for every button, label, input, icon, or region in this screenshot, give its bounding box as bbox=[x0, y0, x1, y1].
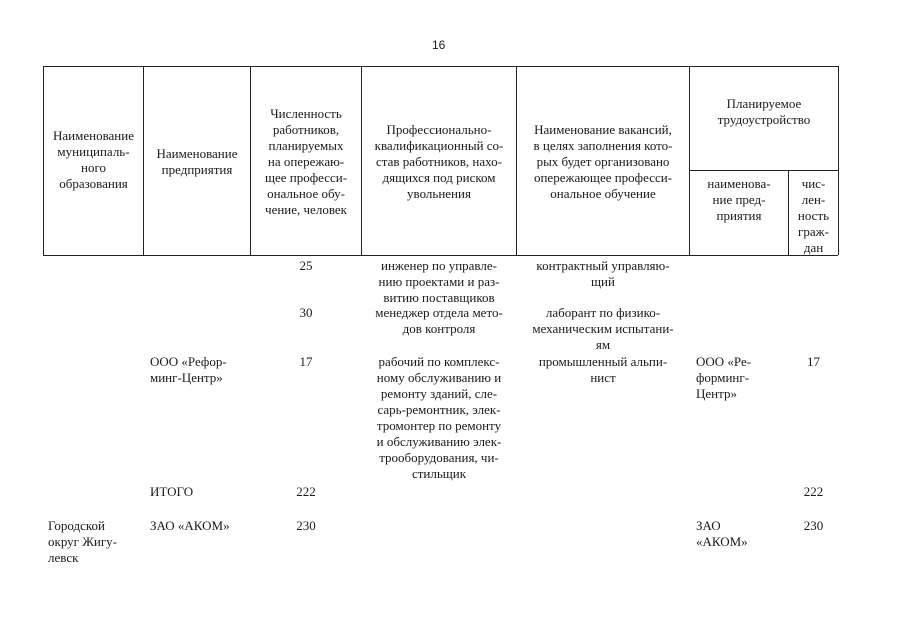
header-enterprise: Наименование предприятия bbox=[156, 146, 238, 177]
total-count: 222 bbox=[296, 484, 316, 499]
row3-count: 17 bbox=[299, 354, 313, 369]
row1-vacancy: контрактный управляю- щий bbox=[536, 258, 670, 289]
total-label: ИТОГО bbox=[150, 484, 194, 499]
row4-count: 230 bbox=[296, 518, 316, 533]
row3-qualification: рабочий по комплекс- ному обслуживанию и ремонту зданий, сле- сарь-ремонтник, элек- тромонтер по ремонту и обслуживанию элек- трооборудования, чи- стильщик bbox=[376, 354, 502, 481]
row1-qualification: инженер по управле- нию проектами и раз- витию поставщиков bbox=[378, 258, 500, 305]
column-divider bbox=[838, 66, 839, 255]
row3-employment-count: 17 bbox=[807, 354, 820, 369]
column-divider bbox=[689, 66, 690, 255]
header-planned-count: Численность работников, планируемых на опережаю- щее професси- ональное обу- чение, человек bbox=[264, 106, 348, 217]
header-vacancies: Наименование вакансий, в целях заполнения кото- рых будет организовано опережающее професси- ональное обучение bbox=[533, 122, 673, 201]
row4-municipality: Городской округ Жигу- левск bbox=[48, 518, 117, 565]
row2-qualification: менеджер отдела мето- дов контроля bbox=[375, 305, 503, 336]
header-bottom-border bbox=[43, 255, 838, 256]
row3-vacancy: промышленный альпи- нист bbox=[538, 354, 668, 385]
header-municipality: Наименование муниципаль- ного образования bbox=[53, 128, 134, 191]
page-number: 16 bbox=[432, 38, 446, 52]
header-top-border bbox=[43, 66, 838, 67]
row1-count: 25 bbox=[299, 258, 313, 273]
row4-enterprise: ЗАО «АКОМ» bbox=[150, 518, 230, 533]
row3-enterprise: ООО «Рефор- минг-Центр» bbox=[150, 354, 227, 385]
header-employment: Планируемое трудоустройство bbox=[717, 96, 811, 127]
total-employment-count: 222 bbox=[803, 484, 824, 499]
row3-employment-enterprise: ООО «Ре- форминг- Центр» bbox=[696, 354, 752, 401]
employment-subheader-divider bbox=[689, 170, 838, 171]
header-employment-enterprise: наименова- ние пред- приятия bbox=[707, 176, 771, 223]
row4-employment-count: 230 bbox=[803, 518, 824, 533]
row2-count: 30 bbox=[299, 305, 313, 320]
header-employment-count: чис- лен- ность граж- дан bbox=[797, 176, 830, 255]
row2-vacancy: лаборант по физико- механическим испытани- ям bbox=[532, 305, 674, 352]
row4-employment-enterprise: ЗАО «АКОМ» bbox=[696, 518, 748, 549]
header-qualification: Профессионально- квалификационный со- став работников, нахо- дящихся под риском увольнения bbox=[374, 122, 504, 201]
